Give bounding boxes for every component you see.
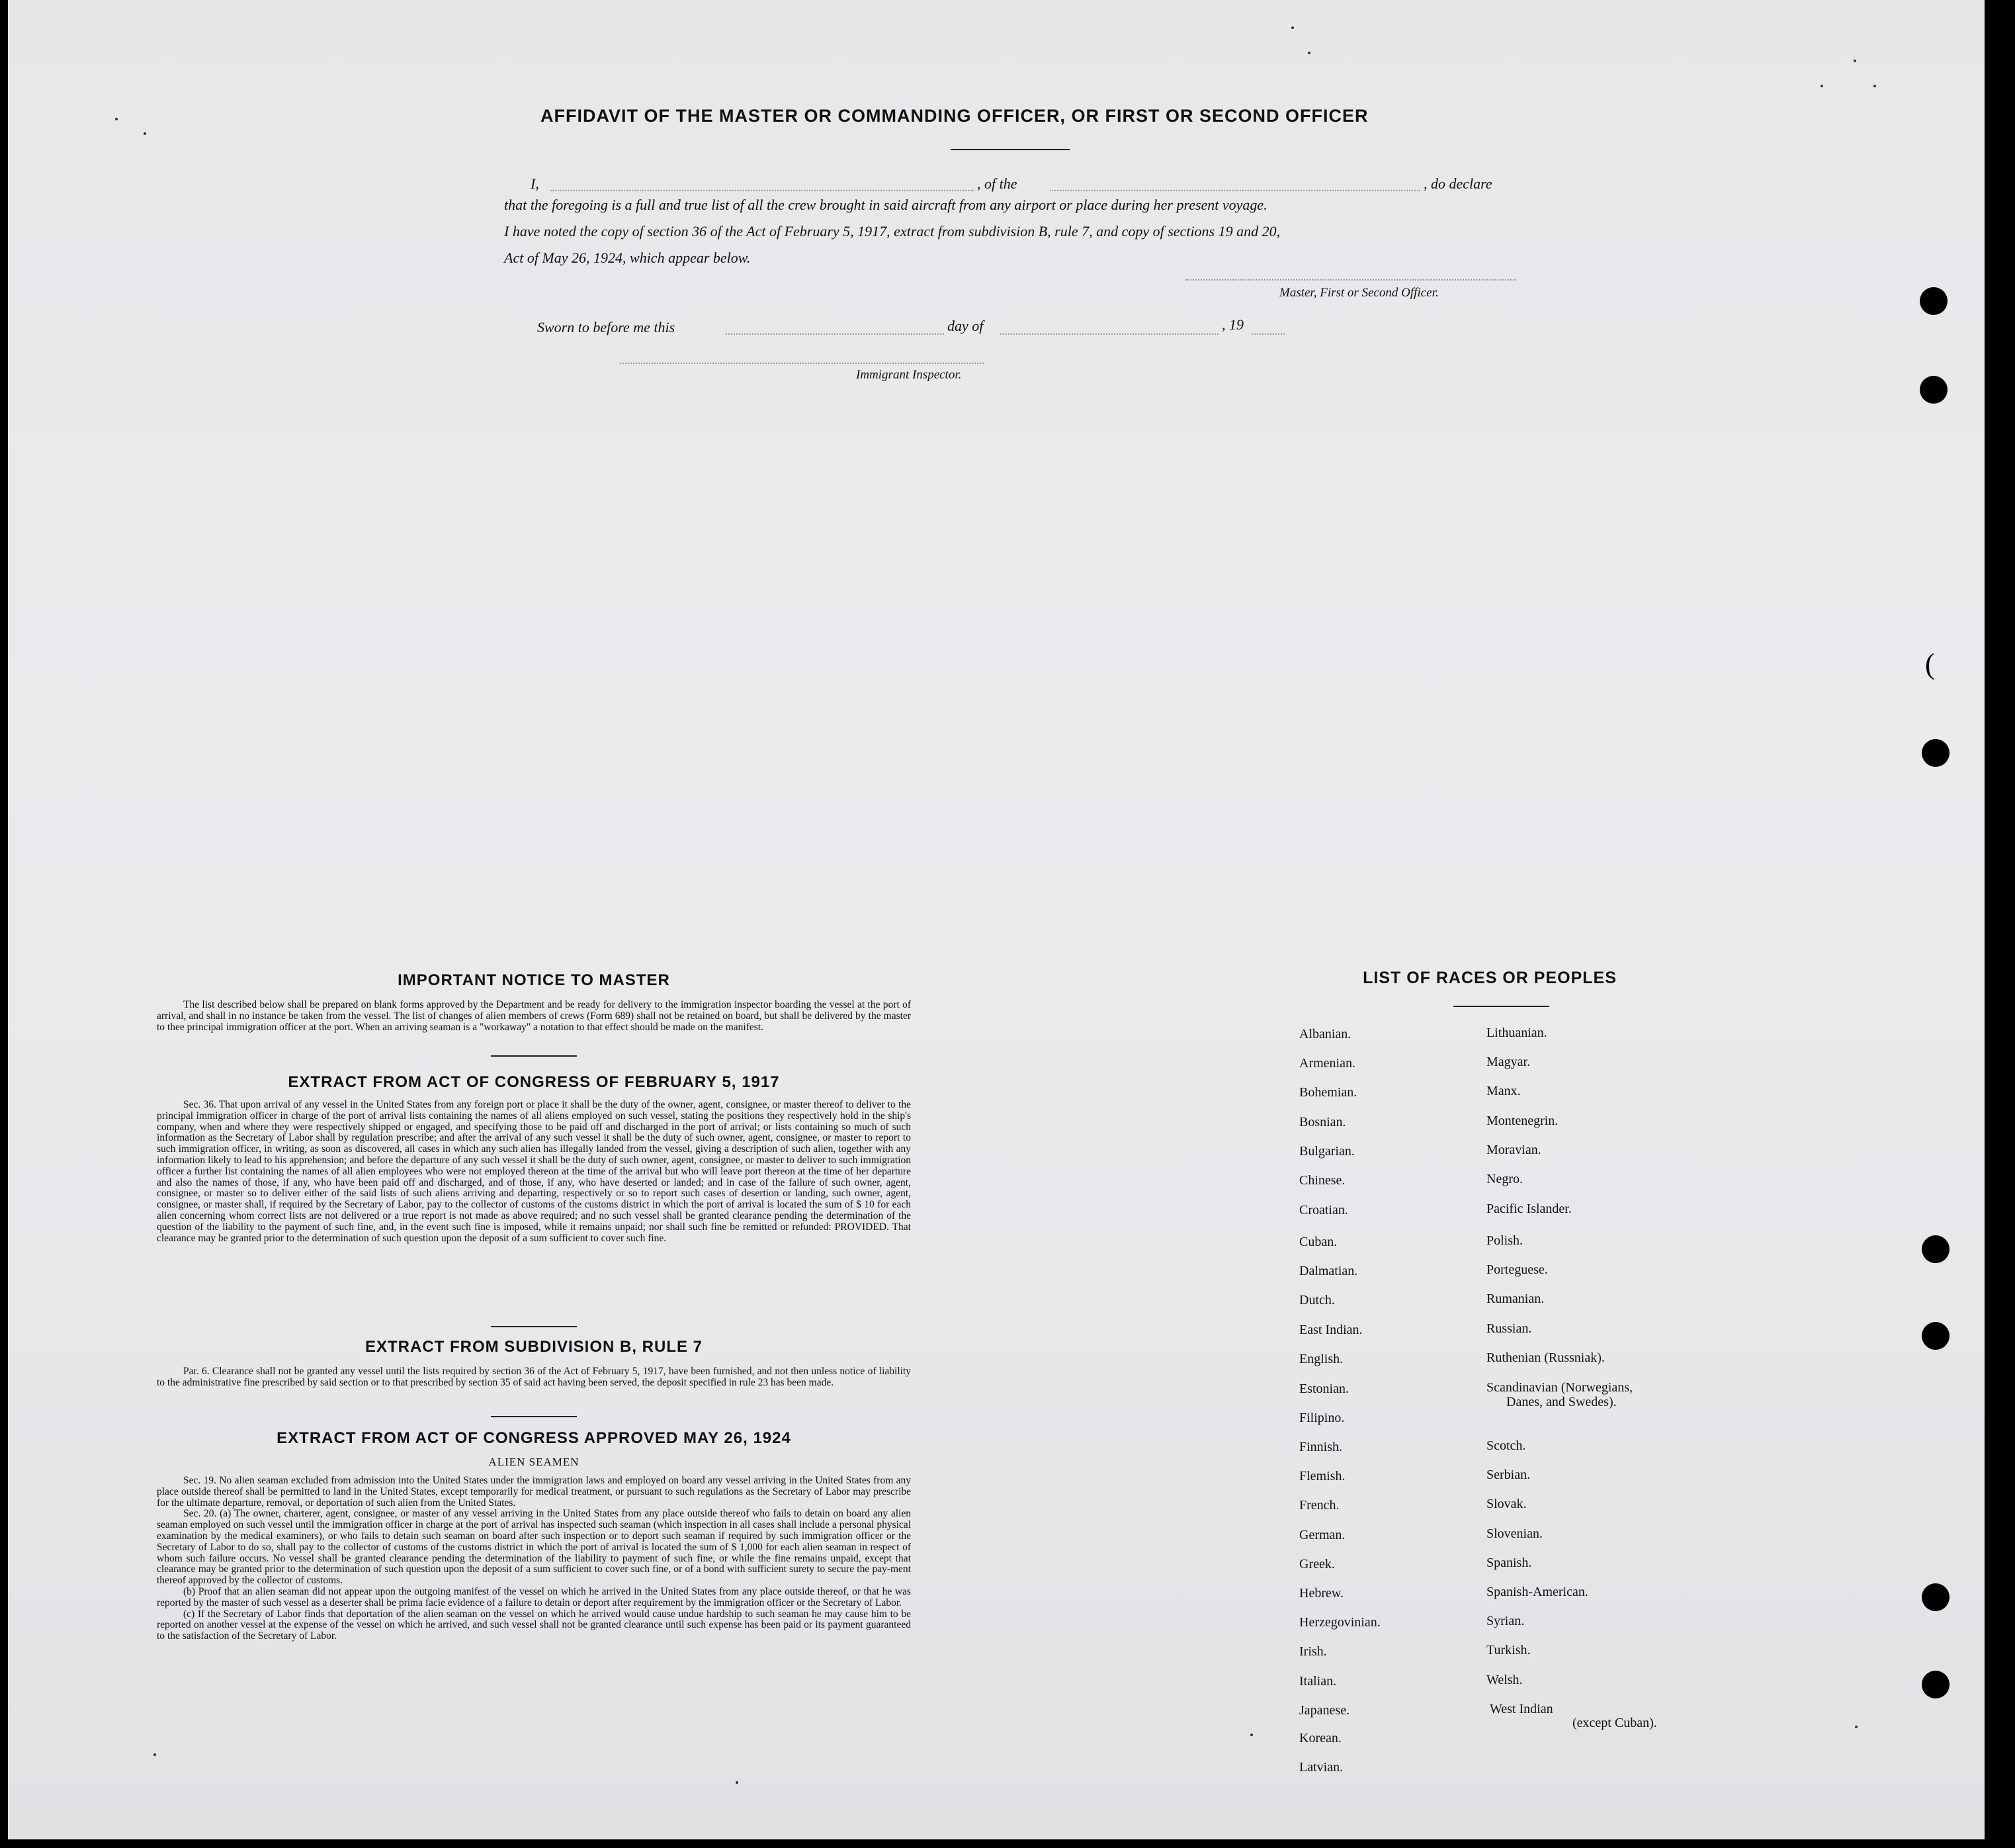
race-item: Serbian. [1486,1468,1531,1482]
dust-speck [1291,26,1294,29]
inspector-signature-field[interactable] [620,363,984,364]
race-item: Pacific Islander. [1486,1202,1572,1216]
extract-1917-body [157,1100,911,1244]
punch-hole [1922,1671,1950,1698]
punch-hole [1922,1322,1950,1350]
race-item: Greek. [1299,1557,1335,1571]
race-item: Estonian. [1299,1382,1349,1396]
race-item: East Indian. [1299,1323,1363,1337]
affidavit-line-3: I have noted the copy of section 36 of the Act of February 5, 1917, extract from subdivision B, rule 7, and copy of sections 19 and 20, [504,223,1281,240]
notice-body [157,1000,911,1033]
extract-1924-subtitle: ALIEN SEAMEN [488,1456,579,1468]
race-item: Dalmatian. [1299,1264,1358,1278]
dust-speck [144,132,146,135]
day-of-label: day of [947,318,984,334]
rule7-title: EXTRACT FROM SUBDIVISION B, RULE 7 [364,1338,703,1356]
race-item: Manx. [1486,1084,1521,1098]
affidavit-line-2: that the foregoing is a full and true list of all the crew brought in said aircraft from any airport or place during her present voyage. [504,197,1267,213]
punch-hole [1922,1235,1950,1263]
sworn-day-field[interactable] [726,333,944,335]
notice-title: IMPORTANT NOTICE TO MASTER [398,971,670,989]
race-item: Bohemian. [1299,1085,1357,1100]
rule7-rule [491,1416,577,1417]
race-item: Finnish. [1299,1440,1343,1454]
race-item: Irish. [1299,1644,1327,1659]
race-item: Montenegrin. [1486,1114,1559,1128]
punch-hole-partial: ( [1925,648,1935,680]
race-item: Flemish. [1299,1469,1346,1483]
notice-rule [491,1055,577,1057]
dust-speck [153,1753,156,1756]
race-item: Herzegovinian. [1299,1615,1381,1630]
dust-speck [1873,85,1876,87]
extract-1924-paragraph: Sec. 19. No alien seaman excluded from admission into the United States under the immigration laws and employed on board any vessel arriving in the United States from any place outside thereof shall be permitted to land in the United States, except temporarily for medical treatment, or pursuant to such regulations as the Secretary of Labor may prescribe for the ultimate departure, removal, or deportation of such alien from the United States. [157,1475,911,1509]
race-item: Croatian. [1299,1203,1348,1217]
race-item: Cuban. [1299,1235,1338,1249]
extract-1917-title: EXTRACT FROM ACT OF CONGRESS OF FEBRUARY 5, 1917 [288,1073,780,1091]
race-item: West Indian [1490,1702,1553,1716]
race-item: Syrian. [1486,1614,1525,1628]
year-label: , 19 [1222,316,1244,333]
race-item: Scotch. [1486,1438,1526,1453]
race-item: Polish. [1486,1233,1523,1248]
race-item: Latvian. [1299,1760,1344,1775]
dust-speck [1821,85,1823,87]
race-item: Ruthenian (Russniak). [1486,1350,1605,1365]
race-item: Chinese. [1299,1173,1346,1188]
affidavit-of-the-label: , of the [977,175,1017,192]
race-item: Bosnian. [1299,1115,1346,1129]
master-signature-field[interactable] [1185,279,1516,281]
race-item: Slovak. [1486,1497,1527,1511]
race-item: Japanese. [1299,1703,1350,1718]
race-item: English. [1299,1352,1344,1366]
race-item: Bulgarian. [1299,1144,1355,1159]
extract-1924-paragraph: (b) Proof that an alien seaman did not appear upon the outgoing manifest of the vessel on which he arrived in the United States from any place outside thereof, or that he was reported by the master of such vessel as a deserter shall be prima facie evidence of a failure to detain or deport after requirement by the immigration officer or the Secretary of Labor. [157,1585,911,1608]
extract-1924-title: EXTRACT FROM ACT OF CONGRESS APPROVED MAY 26, 1924 [277,1429,791,1447]
affidavit-do-declare-label: , do declare [1424,175,1492,192]
notice-paragraph: The list described below shall be prepared on blank forms approved by the Department and be ready for delivery to the immigration inspector boarding the vessel at the port of arrival, and shall in no instance be taken from the vessel. The list of changes of alien members of crews (Form 689) shall not be retained on board, but shall be delivered by the master to thee principal immigration officer at the port. When an arriving seaman is a "workaway" a notation to that effect should be made on the manifest. [157,999,911,1033]
extract-1917-rule [491,1326,577,1327]
punch-hole [1922,739,1950,767]
extract-1924-paragraph: (c) If the Secretary of Labor finds that deportation of the alien seaman on the vessel on which he arrived would cause undue hardship to such seaman he may cause him to be reported on another vessel at the expense of the vessel on which he arrived, and such vessel shall not be granted clearance until such expense has been paid or its payment guaranteed to the satisfaction of the Secretary of Labor. [157,1608,911,1642]
dust-speck [1855,1726,1858,1728]
punch-hole [1920,287,1948,315]
race-item: (except Cuban). [1572,1716,1657,1730]
extract-1924-body [157,1475,911,1642]
race-item: Dutch. [1299,1293,1335,1307]
race-item: Turkish. [1486,1643,1531,1657]
race-item: Magyar. [1486,1055,1531,1069]
race-item: Spanish-American. [1486,1585,1588,1599]
punch-hole [1920,376,1948,404]
affidavit-line-4: Act of May 26, 1924, which appear below. [504,249,751,266]
races-title: LIST OF RACES OR PEOPLES [1363,969,1617,987]
race-item: Korean. [1299,1731,1342,1745]
extract-1917-paragraph: Sec. 36. That upon arrival of any vessel in the United States from any foreign port or place it shall be the duty of the owner, agent, consignee, or master thereof to deliver to the principal immigration officer in charge of the port of arrival lists containing the names of all aliens employed on such vessel, stating the positions they respectively hold in the ship's company, when and where they were respectively shipped or engaged, and specifying those to be paid off and discharged in the port of arrival; or lists containing so much of such information as the Secretary of Labor shall by regulation prescribe; and after the arrival of any such vessel it shall be the duty of such owner, agent, consignee, or master to report to such immigration officer, in writing, as soon as discovered, all cases in which any such alien has illegally landed from the vessel, giving a description of such alien, together with any information likely to lead to his apprehension; and before the departure of any such vessel it shall be the duty of such owner, agent, consignee, or master to deliver to such immigration officer a further list containing the names of all alien employees who were not employed thereon at the time of the arrival but who will leave port thereon at the time of her departure and also the names of those, if any, who have been paid off and discharged, and of those, if any, who have deserted or landed; and in case of the failure of such owner, agent, consignee, or master so to deliver either of the said lists of such aliens arriving and departing, respectively or so to report such cases of desertion or landing, such owner, agent, consignee, or master shall, if required by the Secretary of Labor, pay to the collector of customs of the customs district in which the port of arrival is located the sum of $ 10 for each alien concerning whom correct lists are not delivered or a true report is not made as above required; and no such vessel shall be granted clearance pending the determination of the question of the liability to the payment of such fine, and, in the event such fine is imposed, while it remains unpaid; nor shall such fine be remitted or refunded: PROVIDED. That clearance may be granted prior to the determination of such question upon the deposit of a sum sufficient to cover such fine. [157,1099,911,1244]
race-item: French. [1299,1498,1340,1513]
punch-hole [1922,1583,1950,1611]
race-item: Italian. [1299,1674,1337,1689]
dust-speck [1308,52,1310,54]
race-item: Welsh. [1486,1673,1523,1687]
race-item: Negro. [1486,1172,1523,1186]
race-item: Slovenian. [1486,1526,1543,1541]
vessel-name-field[interactable] [1050,190,1420,191]
affidavit-i-label: I, [531,175,539,192]
race-item: Rumanian. [1486,1292,1545,1306]
master-name-field[interactable] [550,190,974,191]
race-item: Porteguese. [1486,1262,1548,1277]
rule7-body [157,1366,911,1389]
race-item: Lithuanian. [1486,1026,1547,1040]
affidavit-title: AFFIDAVIT OF THE MASTER OR COMMANDING OFFICER, OR FIRST OR SECOND OFFICER [540,106,1369,126]
inspector-label: Immigrant Inspector. [856,368,962,382]
race-item: German. [1299,1528,1346,1542]
dust-speck [1854,60,1856,62]
dust-speck [736,1781,738,1784]
race-item: Albanian. [1299,1027,1351,1041]
race-item: Hebrew. [1299,1586,1344,1601]
race-item: Filipino. [1299,1411,1345,1425]
affidavit-title-rule [951,149,1070,150]
rule7-paragraph: Par. 6. Clearance shall not be granted any vessel until the lists required by section 36 of the Act of February 5, 1917, have been furnished, and not then unless notice of liability to the administrative fine prescribed by said section or to that prescribed by section 35 of said act having been served, the deposit specified in rule 23 has been made. [157,1366,911,1388]
dust-speck [1250,1734,1253,1736]
race-item: Scandinavian (Norwegians, [1486,1380,1633,1395]
sworn-label: Sworn to before me this [537,319,675,335]
races-rule [1453,1006,1549,1007]
race-item: Danes, and Swedes). [1506,1395,1617,1409]
race-item: Armenian. [1299,1056,1355,1071]
sworn-year-field[interactable] [1252,333,1285,335]
race-item: Spanish. [1486,1556,1532,1570]
race-item: Moravian. [1486,1143,1541,1157]
dust-speck [115,118,118,120]
sworn-month-field[interactable] [1000,333,1219,335]
race-item: Russian. [1486,1321,1532,1336]
extract-1924-paragraph: Sec. 20. (a) The owner, charterer, agent, consignee, or master of any vessel arriving in the United States from any place outside thereof who fails to detain on board any alien seaman employed on such vessel until the immigration officer in charge at the port of arrival has inspected such seaman (which inspection in all cases shall include a personal physical examination by the medical examiners), or who fails to detain such seaman on board after such inspection or to deport such seaman if required by such immigration officer or the Secretary of Labor to do so, shall pay to the collector of customs of the customs district in which the port of arrival is located the sum of $ 1,000 for each alien seaman in respect of whom such failure occurs. No vessel shall be granted clearance pending the determination of the liability to payment of such fine, or while the fine remains unpaid, except that clearance may be granted prior to the determination of such question upon the deposit of a sum sufficient to cover such fine, or of a bond with sufficient surety to secure the pay-ment thereof approved by the collector of customs. [157,1508,911,1587]
master-signature-label: Master, First or Second Officer. [1279,286,1439,300]
document-sheet [8,0,1985,1839]
